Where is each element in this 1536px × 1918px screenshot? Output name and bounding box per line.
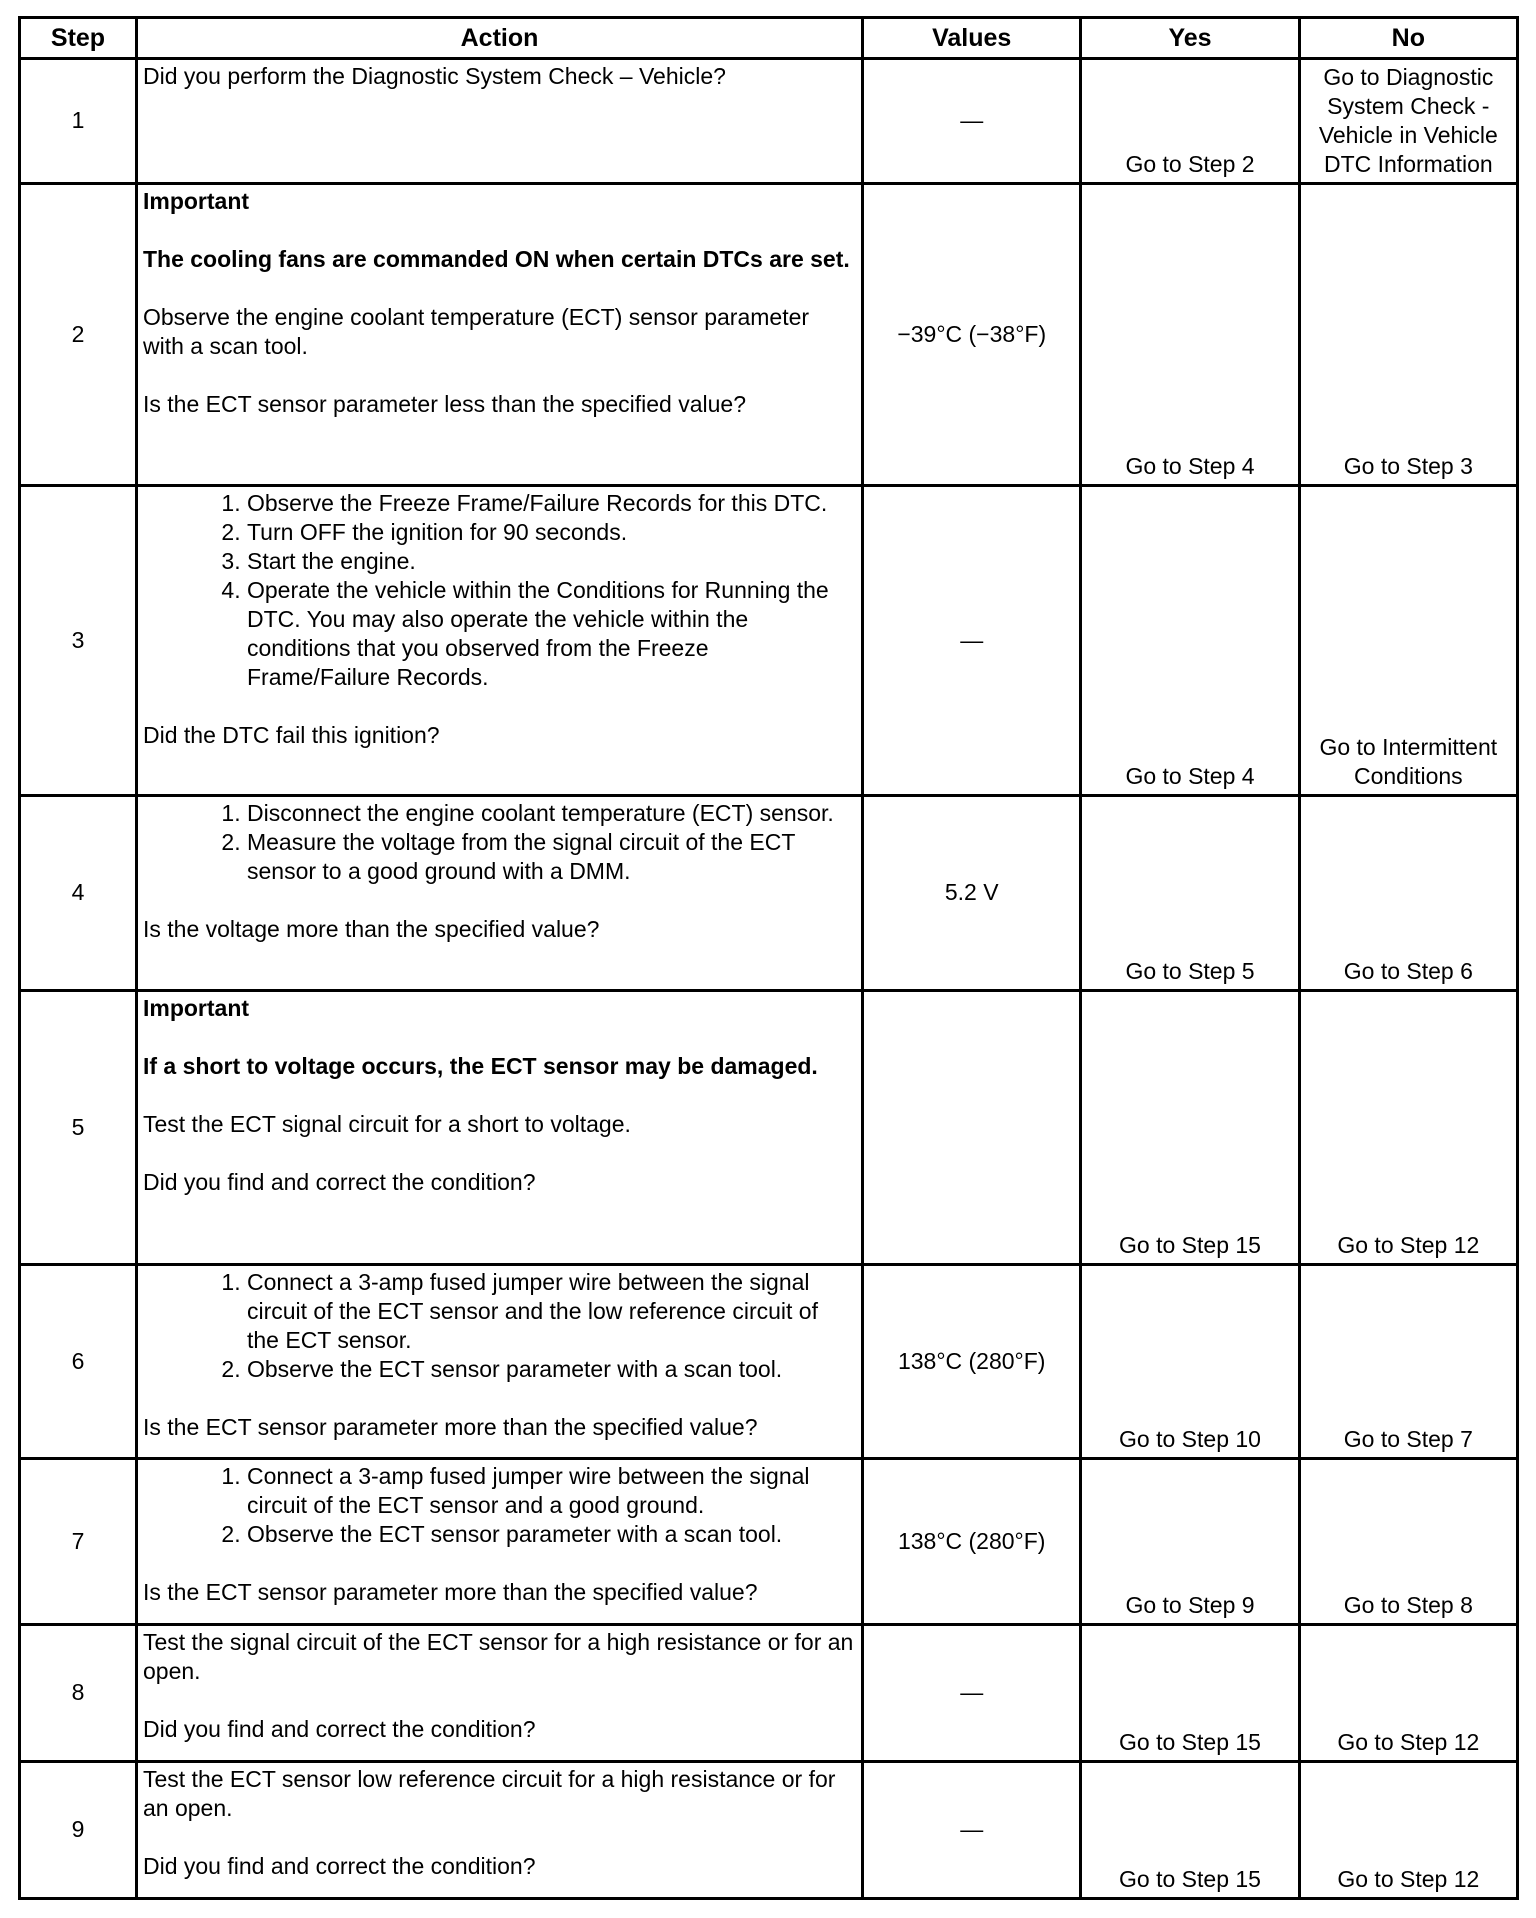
yes-cell: Go to Step 10	[1081, 1265, 1299, 1459]
yes-cell: Go to Step 9	[1081, 1459, 1299, 1625]
no-cell: Go to Step 3	[1299, 184, 1517, 486]
yes-cell: Go to Step 15	[1081, 991, 1299, 1265]
table-row	[20, 1762, 1518, 1899]
action-cell	[136, 991, 862, 1265]
value-cell: 138°C (280°F)	[863, 1265, 1081, 1459]
action-cell	[136, 1265, 862, 1459]
step-number: 6	[20, 1265, 137, 1459]
important-label: Important	[142, 188, 250, 214]
no-cell: Go to Intermittent Conditions	[1299, 486, 1517, 796]
value-cell	[863, 991, 1081, 1265]
no-cell: Go to Step 12	[1299, 991, 1517, 1265]
list-item: 1. Observe the Freeze Frame/Failure Records for this DTC.	[247, 489, 856, 518]
no-cell: Go to Step 7	[1299, 1265, 1517, 1459]
list-item: 1. Connect a 3-amp fused jumper wire between the signal circuit of the ECT sensor and a good ground.	[247, 1462, 856, 1520]
list-item: 2. Measure the voltage from the signal circuit of the ECT sensor to a good ground with a DMM.	[247, 828, 856, 886]
action-cell	[136, 1762, 862, 1899]
yes-cell: Go to Step 4	[1081, 184, 1299, 486]
no-cell: Go to Step 8	[1299, 1459, 1517, 1625]
action-question: Did you perform the Diagnostic System Check – Vehicle?	[142, 63, 726, 89]
step-number: 8	[20, 1625, 137, 1762]
step-number: 7	[20, 1459, 137, 1625]
header-action: Action	[136, 18, 862, 59]
list-item: 1. Disconnect the engine coolant temperature (ECT) sensor.	[247, 799, 856, 828]
action-steps-list	[143, 1462, 856, 1549]
table-row	[20, 1265, 1518, 1459]
value-cell: —	[863, 1762, 1081, 1899]
list-item: 3. Start the engine.	[247, 547, 856, 576]
action-question: Is the ECT sensor parameter less than the specified value?	[142, 391, 746, 417]
action-question: Is the ECT sensor parameter more than the specified value?	[142, 1579, 758, 1605]
header-yes: Yes	[1081, 18, 1299, 59]
table-row	[20, 59, 1518, 184]
action-cell	[136, 796, 862, 991]
yes-cell: Go to Step 5	[1081, 796, 1299, 991]
step-number: 1	[20, 59, 137, 184]
action-question: Did the DTC fail this ignition?	[142, 722, 440, 748]
action-instruction: Test the ECT sensor low reference circuit for a high resistance or for an open.	[142, 1766, 836, 1821]
action-cell	[136, 1459, 862, 1625]
diagnostic-table	[18, 16, 1519, 1900]
value-cell: 138°C (280°F)	[863, 1459, 1081, 1625]
action-question: Is the ECT sensor parameter more than the specified value?	[142, 1414, 758, 1440]
action-cell	[136, 486, 862, 796]
action-cell	[136, 1625, 862, 1762]
table-row	[20, 184, 1518, 486]
action-question: Is the voltage more than the specified value?	[142, 916, 600, 942]
header-no: No	[1299, 18, 1517, 59]
table-row	[20, 796, 1518, 991]
header-values: Values	[863, 18, 1081, 59]
action-instruction: Observe the engine coolant temperature (ECT) sensor parameter with a scan tool.	[142, 304, 810, 359]
step-number: 9	[20, 1762, 137, 1899]
yes-cell: Go to Step 2	[1081, 59, 1299, 184]
action-question: Did you find and correct the condition?	[142, 1169, 536, 1195]
value-cell: —	[863, 59, 1081, 184]
action-instruction: Test the ECT signal circuit for a short to voltage.	[142, 1111, 631, 1137]
no-cell: Go to Step 6	[1299, 796, 1517, 991]
table-row	[20, 991, 1518, 1265]
action-cell	[136, 59, 862, 184]
list-item: 2. Observe the ECT sensor parameter with a scan tool.	[247, 1520, 856, 1549]
yes-cell: Go to Step 4	[1081, 486, 1299, 796]
action-question: Did you find and correct the condition?	[142, 1716, 536, 1742]
step-number: 2	[20, 184, 137, 486]
value-cell: −39°C (−38°F)	[863, 184, 1081, 486]
header-step: Step	[20, 18, 137, 59]
yes-cell: Go to Step 15	[1081, 1625, 1299, 1762]
table-row	[20, 1459, 1518, 1625]
step-number: 3	[20, 486, 137, 796]
step-number: 5	[20, 991, 137, 1265]
list-item: 2. Observe the ECT sensor parameter with a scan tool.	[247, 1355, 856, 1384]
no-cell: Go to Diagnostic System Check - Vehicle in Vehicle DTC Information	[1299, 59, 1517, 184]
action-cell	[136, 184, 862, 486]
value-cell: —	[863, 1625, 1081, 1762]
list-item: 4. Operate the vehicle within the Conditions for Running the DTC. You may also operate the vehicle within the conditions that you observed from the Freeze Frame/Failure Records.	[247, 576, 856, 692]
yes-cell: Go to Step 15	[1081, 1762, 1299, 1899]
value-cell: —	[863, 486, 1081, 796]
table-row	[20, 486, 1518, 796]
list-item: 2. Turn OFF the ignition for 90 seconds.	[247, 518, 856, 547]
list-item: 1. Connect a 3-amp fused jumper wire between the signal circuit of the ECT sensor and the low reference circuit of the ECT sensor.	[247, 1268, 856, 1355]
action-steps-list	[143, 1268, 856, 1384]
important-label: Important	[142, 995, 250, 1021]
no-cell: Go to Step 12	[1299, 1625, 1517, 1762]
no-cell: Go to Step 12	[1299, 1762, 1517, 1899]
action-steps-list	[143, 799, 856, 886]
action-steps-list	[143, 489, 856, 692]
step-number: 4	[20, 796, 137, 991]
action-instruction: Test the signal circuit of the ECT sensor for a high resistance or for an open.	[142, 1629, 854, 1684]
table-row	[20, 1625, 1518, 1762]
header-row	[20, 18, 1518, 59]
value-cell: 5.2 V	[863, 796, 1081, 991]
important-text: The cooling fans are commanded ON when certain DTCs are set.	[142, 246, 850, 272]
action-question: Did you find and correct the condition?	[142, 1853, 536, 1879]
important-text: If a short to voltage occurs, the ECT sensor may be damaged.	[142, 1053, 818, 1079]
